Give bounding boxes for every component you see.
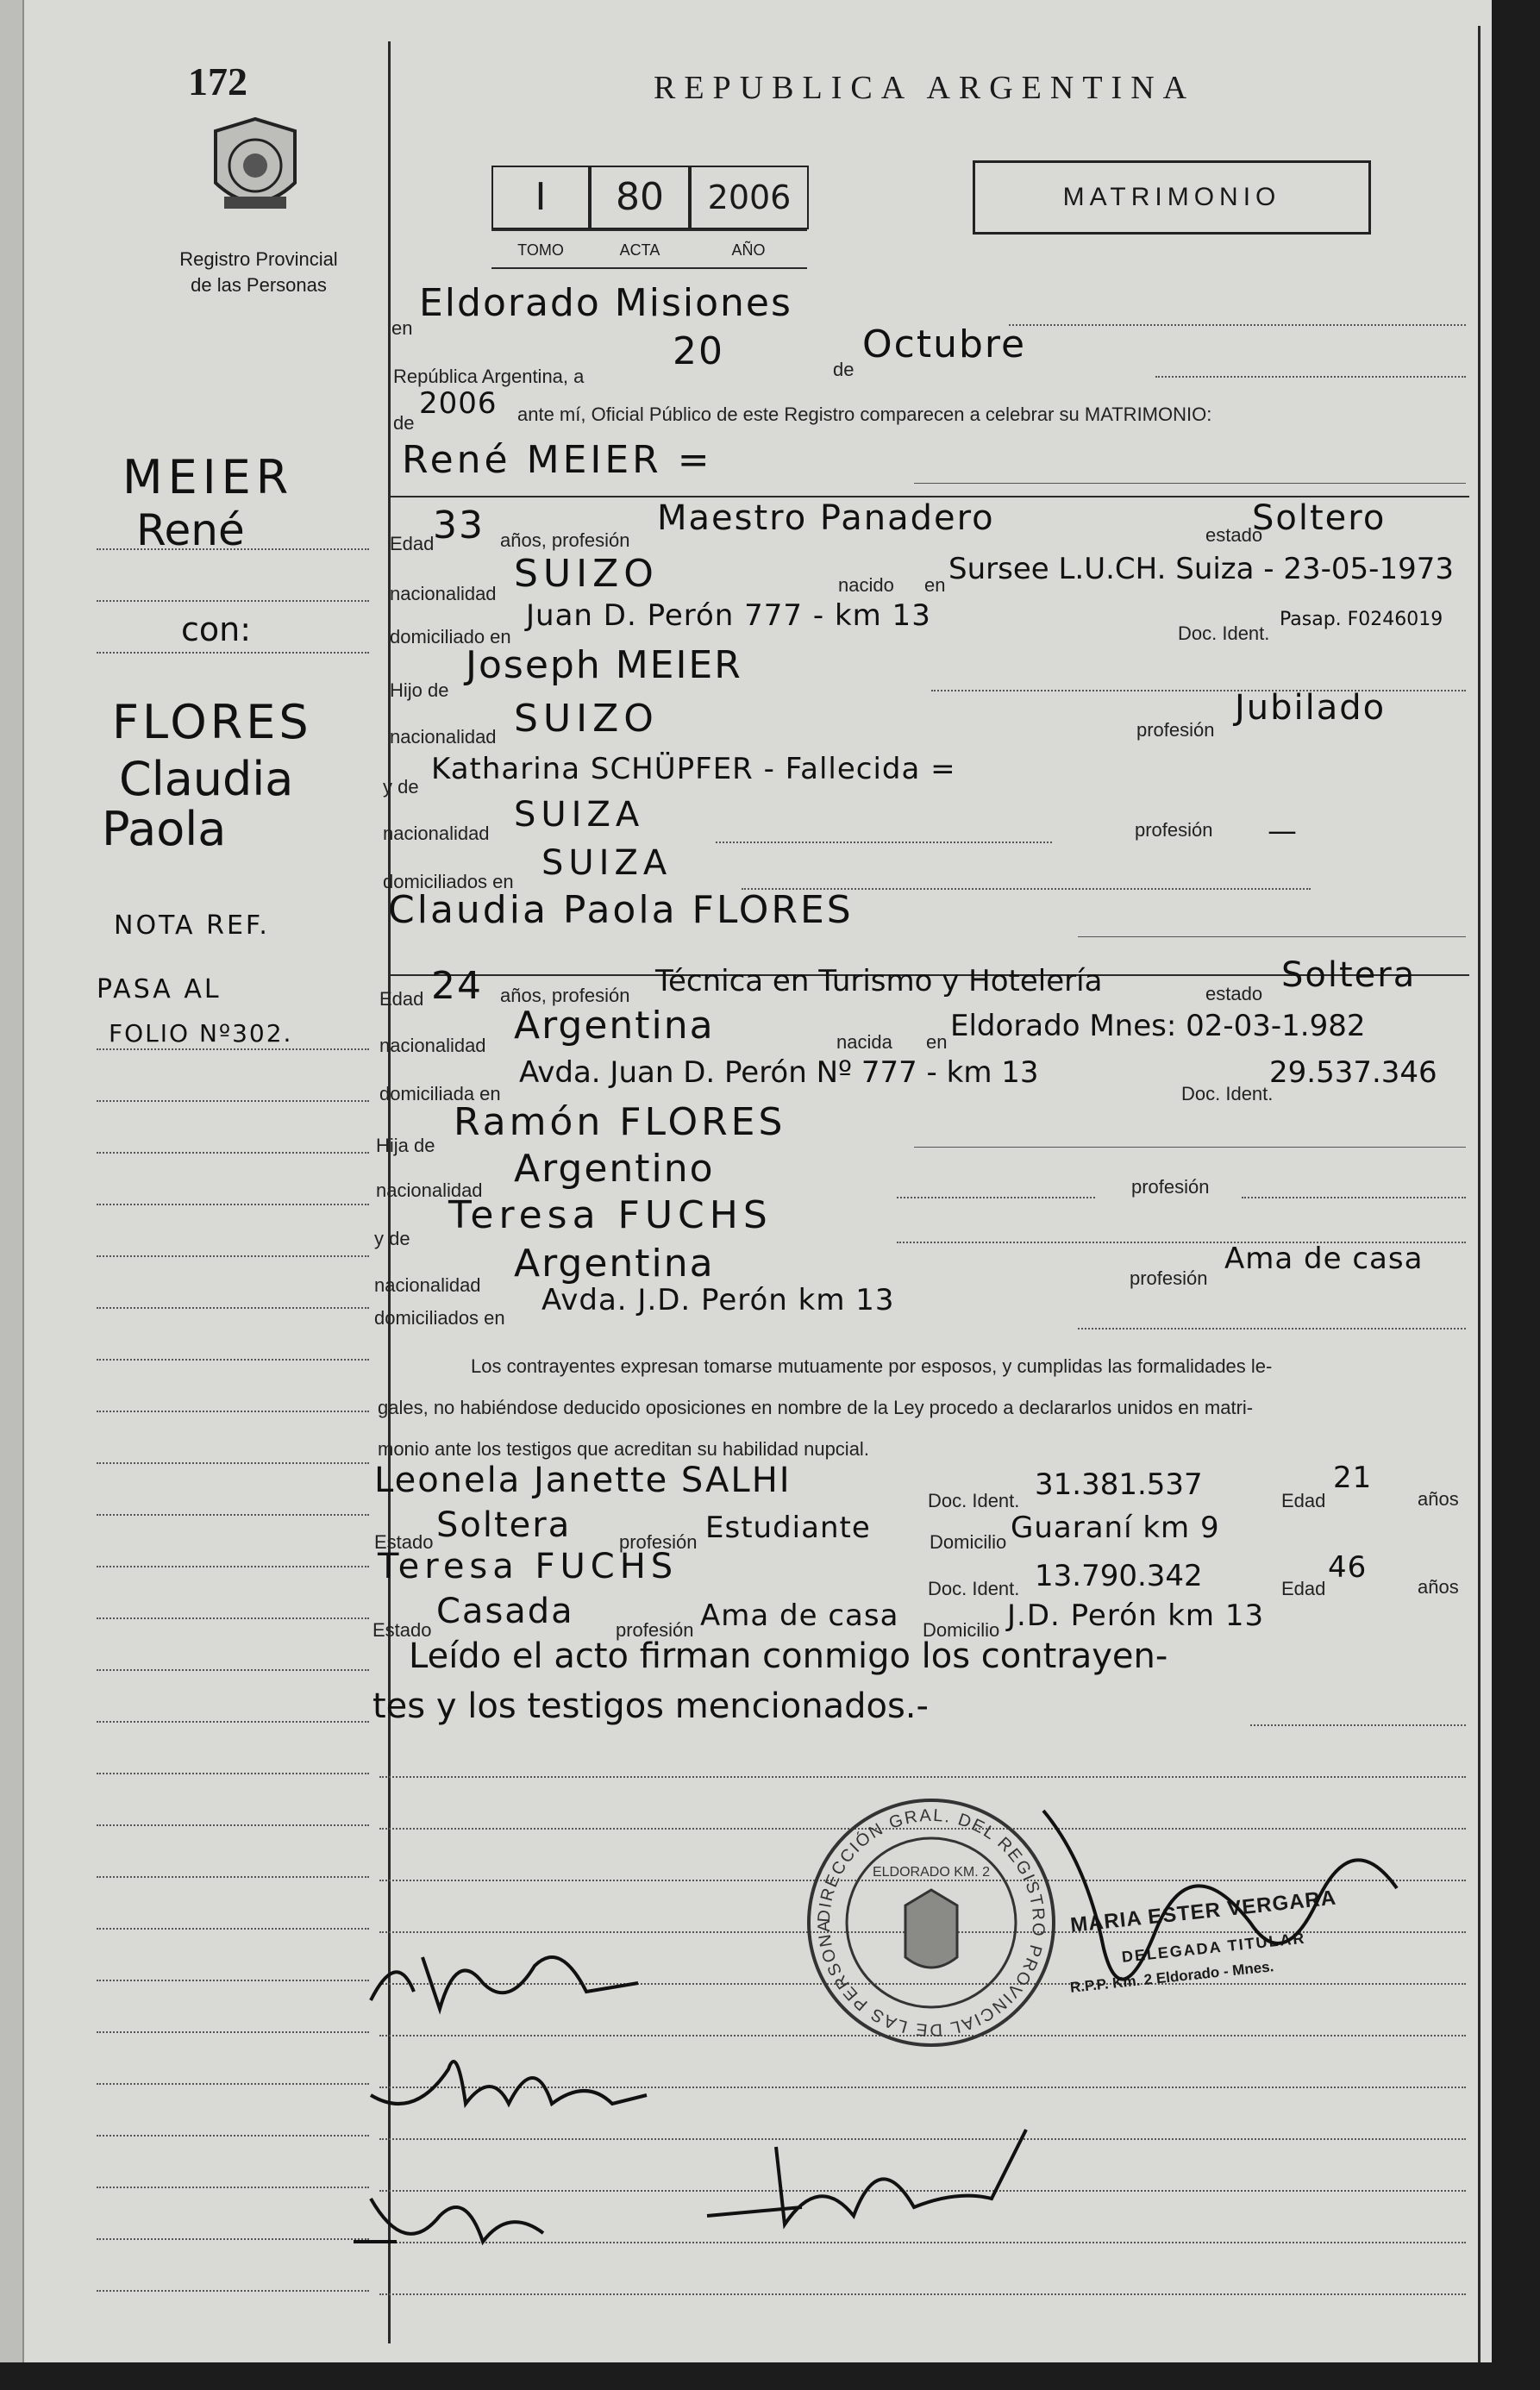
year-value: 2006 — [419, 386, 498, 421]
margin-nota-ref: NOTA REF. — [114, 910, 270, 941]
witness2-estado: Casada — [436, 1592, 574, 1631]
witness1-address: Guaraní km 9 — [1011, 1511, 1220, 1545]
label-ante-mi: ante mí, Oficial Público de este Registro comparecen a celebrar su MATRIMONIO: — [517, 404, 1212, 425]
label-w1-domicilio: Domicilio — [930, 1531, 1007, 1553]
official-seal-stamp — [802, 1793, 1061, 2052]
body-text-line1: Los contrayentes expresan tomarse mutuamente por esposos, y cumplidas las formalidades le- — [471, 1355, 1273, 1377]
official-role: DELEGADA TITULAR — [1121, 1929, 1307, 1966]
witness1-profession: Estudiante — [705, 1511, 871, 1545]
bride-doc: 29.537.346 — [1269, 1055, 1437, 1090]
acta-value: 80 — [590, 166, 690, 229]
label-w1-doc: Doc. Ident. — [928, 1490, 1020, 1511]
label-w2-doc: Doc. Ident. — [928, 1578, 1020, 1599]
label-w2-profesion: profesión — [616, 1619, 694, 1641]
label-prof-father-groom: profesión — [1136, 719, 1215, 741]
margin-surname-groom: MEIER — [122, 450, 294, 504]
margin-surname-bride: FLORES — [112, 695, 312, 749]
bride-age: 24 — [431, 964, 483, 1008]
witness1-name: Leonela Janette SALHI — [374, 1461, 792, 1500]
tomo-value: I — [491, 166, 590, 229]
label-w2-domicilio: Domicilio — [923, 1619, 1000, 1641]
groom-full-name: René MEIER = — [402, 438, 713, 482]
label-en-bride-born: en — [926, 1031, 948, 1053]
place-value: Eldorado Misiones — [419, 281, 792, 325]
label-doc-groom: Doc. Ident. — [1178, 623, 1270, 644]
groom-doc: Pasap. F0246019 — [1280, 609, 1443, 630]
bride-mother: Teresa FUCHS — [448, 1193, 773, 1237]
label-prof-father-bride: profesión — [1131, 1176, 1210, 1198]
groom-parents-address: SUIZA — [542, 843, 673, 883]
act-type-box — [973, 160, 1371, 235]
witness1-doc: 31.381.537 — [1035, 1467, 1203, 1502]
country-title: REPUBLICA ARGENTINA — [654, 70, 1196, 106]
label-doc-bride: Doc. Ident. — [1181, 1083, 1274, 1104]
bride-parents-address: Avda. J.D. Perón km 13 — [542, 1283, 895, 1317]
label-w2-anos: años — [1418, 1576, 1459, 1598]
bride-address: Avda. Juan D. Perón Nº 777 - km 13 — [519, 1055, 1039, 1090]
label-hijo-de: Hijo de — [390, 679, 449, 701]
groom-mother: Katharina SCHÜPFER - Fallecida = — [431, 752, 956, 786]
groom-birth: Sursee L.U.CH. Suiza - 23-05-1973 — [948, 552, 1454, 586]
month-value: Octubre — [862, 322, 1027, 366]
bride-estado: Soltera — [1281, 955, 1417, 995]
margin-con: con: — [181, 610, 252, 648]
groom-father: Joseph MEIER — [466, 643, 742, 687]
label-nacido: nacido — [838, 574, 894, 596]
registry-name-line2: de las Personas — [191, 274, 327, 296]
margin-folio: FOLIO Nº302. — [109, 1019, 293, 1048]
margin-name-groom: René — [136, 505, 245, 555]
label-w2-estado: Estado — [372, 1619, 432, 1641]
groom-mother-nationality: SUIZA — [514, 795, 645, 835]
label-y-de-groom: y de — [383, 776, 419, 798]
binding-gutter — [0, 0, 24, 2362]
label-republica: República Argentina, a — [393, 366, 585, 387]
signature-bride — [362, 2035, 655, 2130]
official-office: R.P.P. Km. 2 Eldorado - Mnes. — [1069, 1958, 1275, 1996]
acta-label: ACTA — [619, 241, 660, 259]
witness2-name: Teresa FUCHS — [378, 1547, 679, 1586]
label-nac-groom: nacionalidad — [390, 583, 497, 604]
closing-line1: Leído el acto firman conmigo los contrayen- — [409, 1636, 1168, 1676]
label-nac-father-bride: nacionalidad — [376, 1179, 483, 1201]
witness2-age: 46 — [1328, 1550, 1368, 1585]
label-nacida: nacida — [836, 1031, 892, 1053]
tomo-label: TOMO — [517, 241, 564, 259]
coat-of-arms-icon — [207, 114, 304, 224]
bride-father-nationality: Argentino — [514, 1147, 715, 1191]
label-doms-groom: domiciliados en — [383, 871, 514, 892]
label-nac-father-groom: nacionalidad — [390, 726, 497, 748]
margin-pasa-al: PASA AL — [97, 974, 222, 1004]
ano-value: 2006 — [690, 166, 809, 229]
body-text-line2: gales, no habiéndose deducido oposiciones en nombre de la Ley procedo a declararlos unidos en matri- — [378, 1397, 1254, 1418]
svg-text:DIRECCIÓN GRAL. DEL REGISTRO P: DIRECCIÓN GRAL. DEL REGISTRO PROVINCIAL DE LAS PERSONA — [814, 1805, 1049, 2040]
label-edad-bride: Edad — [379, 988, 424, 1010]
label-dom-groom: domiciliado en — [390, 626, 511, 648]
witness1-age: 21 — [1333, 1461, 1373, 1495]
bride-profession: Técnica en Turismo y Hotelería — [655, 964, 1103, 998]
bride-mother-profession: Ama de casa — [1224, 1242, 1424, 1276]
signature-witness2 — [698, 2121, 1061, 2242]
groom-nationality: SUIZO — [514, 552, 659, 596]
label-doms-bride: domiciliados en — [374, 1307, 505, 1329]
margin-name-bride-a: Claudia — [119, 752, 294, 806]
official-name: MARIA ESTER VERGARA — [1069, 1886, 1338, 1937]
label-dom-bride: domiciliada en — [379, 1083, 501, 1104]
groom-address: Juan D. Perón 777 - km 13 — [526, 598, 931, 633]
right-rule — [1478, 26, 1481, 2362]
signature-official — [1035, 1776, 1414, 2018]
label-anos-prof-bride: años, profesión — [500, 985, 630, 1006]
label-w1-edad: Edad — [1281, 1490, 1326, 1511]
label-prof-mother-bride: profesión — [1130, 1267, 1208, 1289]
act-type-label: MATRIMONIO — [1062, 183, 1281, 211]
label-hija-de: Hija de — [376, 1135, 435, 1156]
groom-profession: Maestro Panadero — [657, 498, 995, 538]
label-nac-bride: nacionalidad — [379, 1035, 486, 1056]
label-nac-mother-bride: nacionalidad — [374, 1274, 481, 1296]
label-w1-estado: Estado — [374, 1531, 434, 1553]
groom-mother-profession: — — [1268, 814, 1298, 848]
bride-father: Ramón FLORES — [454, 1100, 786, 1144]
groom-estado: Soltero — [1252, 498, 1387, 538]
bride-full-name: Claudia Paola FLORES — [388, 888, 854, 932]
bride-mother-nationality: Argentina — [514, 1242, 715, 1286]
label-de-2: de — [393, 412, 415, 434]
witness2-doc: 13.790.342 — [1035, 1559, 1203, 1593]
label-w1-anos: años — [1418, 1488, 1459, 1510]
label-en-born: en — [924, 574, 946, 596]
label-y-de-bride: y de — [374, 1228, 410, 1249]
bride-nationality: Argentina — [514, 1004, 715, 1048]
day-value: 20 — [673, 329, 724, 373]
label-prof-mother-groom: profesión — [1135, 819, 1213, 841]
label-w1-profesion: profesión — [619, 1531, 698, 1553]
bride-birth: Eldorado Mnes: 02-03-1.982 — [950, 1009, 1366, 1043]
label-estado-bride: estado — [1205, 983, 1263, 1004]
witness2-profession: Ama de casa — [700, 1599, 899, 1633]
label-en: en — [391, 317, 413, 339]
svg-text:ELDORADO KM. 2: ELDORADO KM. 2 — [872, 1865, 991, 1880]
label-estado-groom: estado — [1205, 524, 1263, 546]
label-w2-edad: Edad — [1281, 1578, 1326, 1599]
body-text-line3: monio ante los testigos que acreditan su habilidad nupcial. — [378, 1438, 869, 1460]
closing-line2: tes y los testigos mencionados.- — [372, 1686, 929, 1726]
margin-name-bride-b: Paola — [102, 802, 227, 856]
ano-label: AÑO — [731, 241, 766, 259]
page-number: 172 — [188, 59, 247, 103]
witness1-estado: Soltera — [436, 1505, 572, 1545]
groom-father-profession: Jubilado — [1235, 688, 1387, 728]
label-de-1: de — [833, 359, 855, 380]
label-anos-prof-groom: años, profesión — [500, 529, 630, 551]
signature-groom — [362, 1931, 655, 2018]
groom-age: 33 — [433, 504, 485, 547]
label-nac-mother-groom: nacionalidad — [383, 823, 490, 844]
witness2-address: J.D. Perón km 13 — [1007, 1599, 1265, 1633]
groom-father-nationality: SUIZO — [514, 697, 659, 741]
signature-witness1 — [345, 2181, 569, 2268]
label-edad-groom: Edad — [390, 533, 435, 554]
registry-name-line1: Registro Provincial — [179, 248, 338, 270]
